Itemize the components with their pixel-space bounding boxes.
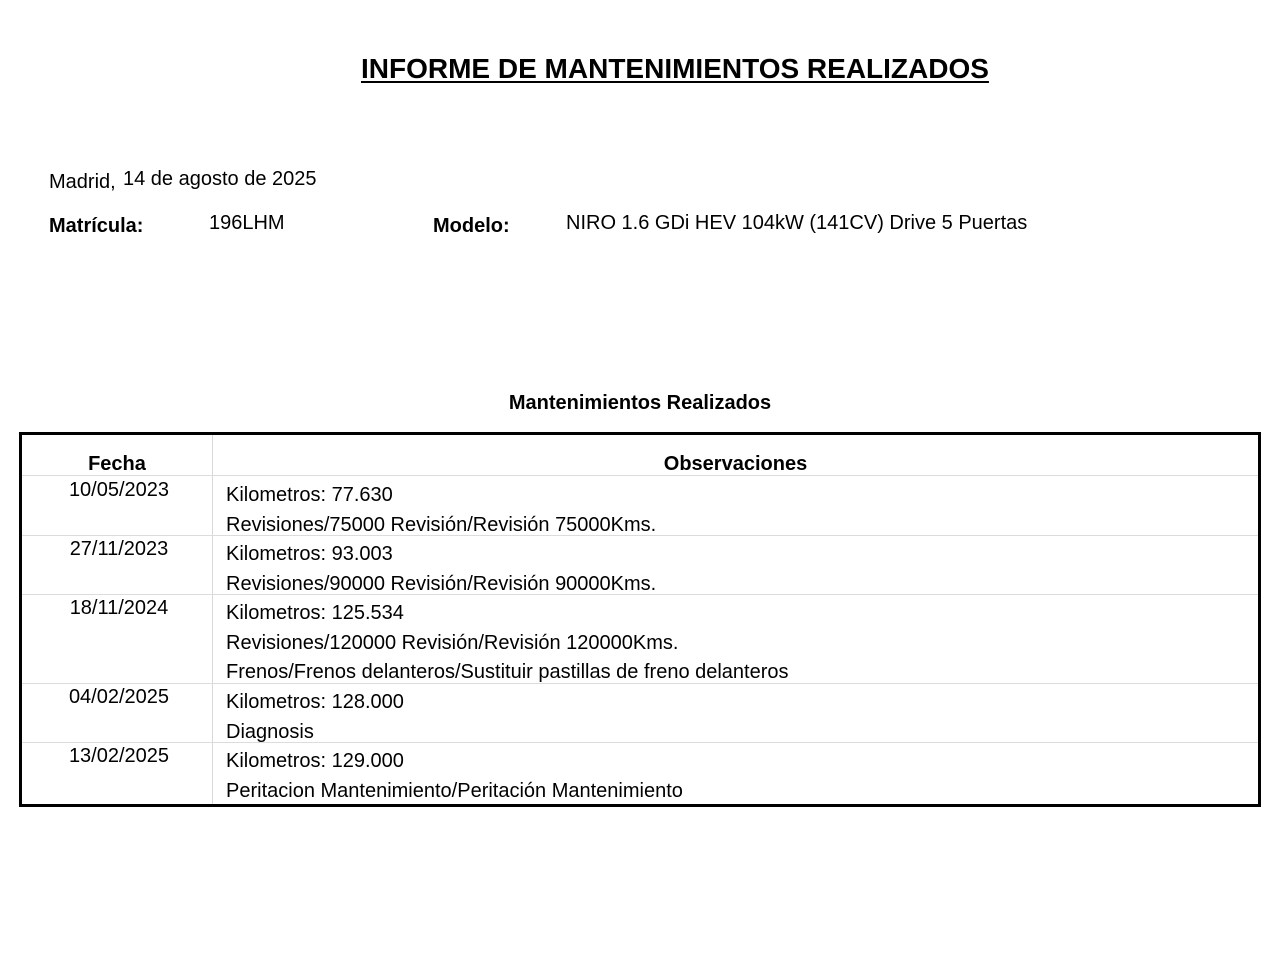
- observation-line: Diagnosis: [226, 720, 314, 743]
- place-label: Madrid,: [49, 171, 116, 193]
- observation-line: Revisiones/75000 Revisión/Revisión 75000Kms.: [226, 513, 657, 536]
- row-date: 04/02/2025: [68, 686, 170, 708]
- observation-line: Kilometros: 125.534: [226, 602, 404, 624]
- row-date: 13/02/2025: [68, 745, 170, 767]
- plate-label: Matrícula:: [49, 215, 144, 237]
- row-observations: [226, 747, 683, 806]
- observation-line: Peritacion Mantenimiento/Peritación Mantenimiento: [226, 779, 683, 802]
- section-title: Mantenimientos Realizados: [508, 392, 772, 414]
- model-value: NIRO 1.6 GDi HEV 104kW (141CV) Drive 5 Puertas: [566, 212, 1028, 234]
- table-row: [22, 476, 1258, 535]
- observation-line: Kilometros: 128.000: [226, 691, 404, 713]
- row-date: 27/11/2023: [69, 538, 169, 560]
- table-row: [22, 742, 1258, 804]
- observation-line: Revisiones/120000 Revisión/Revisión 120000Kms.: [226, 631, 679, 654]
- column-header-observaciones: Observaciones: [663, 453, 808, 475]
- row-date: 18/11/2024: [69, 597, 169, 619]
- row-observations: [226, 599, 789, 688]
- report-title: INFORME DE MANTENIMIENTOS REALIZADOS: [361, 53, 989, 84]
- table-row: [22, 594, 1258, 683]
- table-row: [22, 683, 1258, 742]
- row-observations: [226, 481, 656, 540]
- observation-line: Kilometros: 93.003: [226, 543, 393, 565]
- plate-value: 196LHM: [209, 212, 285, 234]
- observation-line: Kilometros: 77.630: [226, 484, 393, 506]
- table-row: [22, 535, 1258, 594]
- row-observations: [226, 540, 656, 599]
- report-date: 14 de agosto de 2025: [123, 168, 317, 190]
- row-observations: [226, 688, 404, 747]
- observation-line: Revisiones/90000 Revisión/Revisión 90000Kms.: [226, 572, 657, 595]
- observation-line: Kilometros: 129.000: [226, 750, 404, 772]
- observation-line: Frenos/Frenos delanteros/Sustituir pastillas de freno delanteros: [226, 661, 789, 683]
- model-label: Modelo:: [433, 215, 510, 237]
- column-header-fecha: Fecha: [88, 453, 146, 475]
- maintenance-table: [19, 432, 1261, 807]
- row-date: 10/05/2023: [68, 479, 170, 501]
